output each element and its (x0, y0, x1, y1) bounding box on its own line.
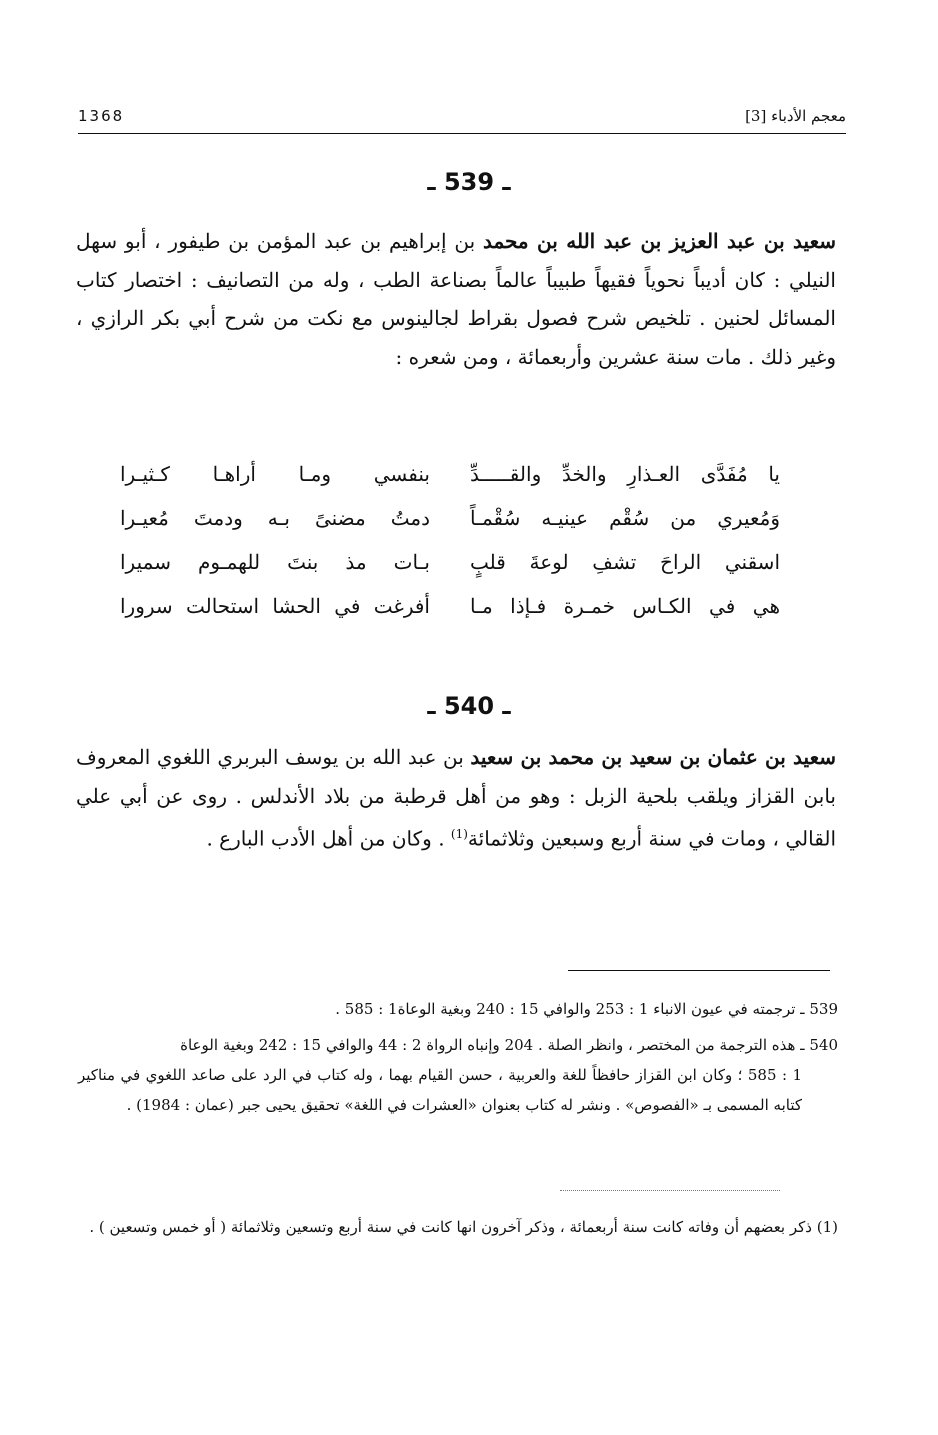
poem-hemistich-second: دمتُ مضنىً بـه ودمتَ مُعيـرا (120, 506, 430, 530)
poem-line (120, 584, 780, 628)
poem-hemistich-second: بـات مذ بنتَ للهمـوم سميرا (120, 550, 430, 574)
poem-hemistich-second: أفرغت في الحشا استحالت سرورا (120, 594, 430, 618)
entry-539-text (76, 222, 836, 376)
poem-line (120, 540, 780, 584)
footnotes (78, 1212, 838, 1242)
entry-number-539: ـ 539 ـ (427, 168, 511, 196)
poem-hemistich-first: اسقني الراحَ تشفِ لوعةَ قلبٍ (470, 550, 780, 574)
entry-540-body: بن عبد الله بن يوسف البربري اللغوي المعروف بابن القزاز ويلقب بلحية الزبل : وهو من أهل قرطبة من بلاد الأندلس . روى عن أبي علي القالي ، ومات في سنة أربع وسبعين وثلاثمائة (76, 745, 836, 851)
poem-line (120, 496, 780, 540)
footnote-rule (568, 970, 830, 971)
notes-divider (560, 1190, 780, 1191)
poem-hemistich-first: وَمُعيري من سُقْم عينيـه سُقْمـاً (470, 506, 780, 530)
footnote-1: (1) ذكر بعضهم أن وفاته كانت سنة أربعمائة ، وذكر آخرون انها كانت في سنة أربع وتسعين وثلاثمائة ( أو خمس وتسعين ) . (89, 1218, 838, 1236)
entry-number-540: ـ 540 ـ (427, 692, 511, 720)
entry-540-body-end: . وكان من أهل الأدب البارع . (206, 826, 451, 851)
entry-540-name: سعيد بن عثمان بن سعيد بن محمد بن سعيد (470, 745, 836, 769)
entry-539-body: بن إبراهيم بن عبد المؤمن بن طيفور ، أبو سهل النيلي : كان أديباً نحوياً فقيهاً طبيباً عالماً بصناعة الطب ، وله من التصانيف : اختصار كتاب المسائل لحنين . تلخيص شرح فصول بقراط لجالينوس مع نكت من شرح أبي بكر الرازي ، وغير ذلك . مات سنة عشرين وأربعمائة ، ومن شعره : (76, 229, 836, 369)
poem-line (120, 452, 780, 496)
note-540: 540 ـ هذه الترجمة من المختصر ، وانظر الصلة . 204 وإنباه الرواة 2 : 44 والوافي 15 : 242 وبغية الوعاة (180, 1036, 838, 1054)
footnote-ref: (1) (450, 827, 468, 841)
poem-hemistich-first: يا مُفَدَّى العـذارِ والخدِّ والقـــــدِّ (470, 462, 780, 486)
running-title: معجم الأدباء [3] (745, 107, 846, 125)
poem (120, 452, 780, 628)
entry-539-name: سعيد بن عبد العزيز بن عبد الله بن محمد (482, 229, 836, 253)
entry-540-text (76, 738, 836, 858)
poem-hemistich-second: بنفسي ومـا أراهـا كـثيـرا (120, 462, 430, 486)
running-header (78, 104, 846, 128)
page-number: 1368 (78, 107, 125, 125)
header-rule (78, 133, 846, 134)
source-notes (78, 994, 838, 1120)
poem-hemistich-first: هي في الكـاس خمـرة فـإذا مـا (470, 594, 780, 618)
note-540-continued: 1 : 585 ؛ وكان ابن القزاز حافظاً للغة والعربية ، حسن القيام بهما ، وله كتاب في الرد على صاعد اللغوي في مناكير كتابه المسمى بـ «الفصوص» . ونشر له كتاب بعنوان «العشرات في اللغة» تحقيق يحيى جبر (عمان : 1984) . (78, 1066, 803, 1114)
note-539: 539 ـ ترجمته في عيون الانباء 1 : 253 والوافي 15 : 240 وبغية الوعاة1 : 585 . (335, 1000, 838, 1018)
